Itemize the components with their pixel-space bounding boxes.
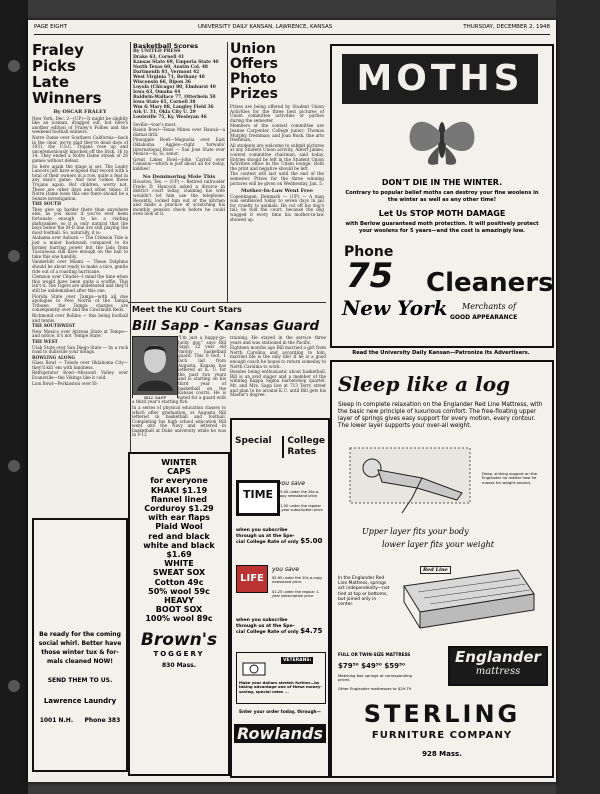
photo-caption: BILL SAPP bbox=[133, 395, 177, 401]
scores-title: Basketball Scores bbox=[133, 42, 199, 50]
time-sub-2: through us at the Spe- bbox=[236, 533, 295, 539]
rates-ad bbox=[230, 418, 330, 778]
browns-lines-line: 100% wool 89c bbox=[145, 614, 213, 624]
laundry-phone: Phone 383 bbox=[84, 717, 121, 724]
time-logo bbox=[236, 480, 280, 516]
laundry-line-2: social whirl. Better have bbox=[38, 640, 122, 647]
fraley-body-line: THE WEST bbox=[32, 338, 58, 344]
fraley-body-line: BOWLING ALONG bbox=[32, 354, 75, 360]
laundry-line-3: those winter tux & for- bbox=[41, 649, 119, 656]
scores-body-line: Iowa 63, Omaha 44 bbox=[133, 89, 181, 95]
cleaners-name-1: New York bbox=[342, 296, 448, 320]
bowls-body-line: Great Lakes Bowl—John Carroll over Canisius—which is just about all for today, kiddies! bbox=[133, 156, 225, 171]
scores-list bbox=[133, 55, 225, 120]
life-logo-text: LIFE bbox=[240, 573, 264, 584]
cleaners-tagline-2: GOOD APPEARANCE bbox=[450, 314, 518, 321]
fraley-body-line: THE SOUTH bbox=[32, 201, 62, 207]
fraley-body-line: New Mexico over Arizona State at Tempe—and notice, it's not 'Tempe State.' bbox=[32, 328, 128, 339]
rates-title-1: Special bbox=[235, 436, 272, 446]
union-body-line: Prizes are being offered by Student Union Activities for the three best pictures of Union committee activities or parties during the semester. bbox=[230, 104, 324, 123]
veterans-text: Make your dollars stretch further—by taking advantage one of these money-saving, special rates ... bbox=[239, 680, 322, 694]
patronize-line: Read the University Daily Kansan—Patronize Its Advertisers. bbox=[352, 350, 530, 356]
life-you-save: you save bbox=[272, 566, 299, 573]
fraley-body-line: Glass Bowl — Toledo over Oklahoma City—they'll kill 'em with kindness. bbox=[32, 360, 128, 370]
scores-byline: By UNITED PRESS bbox=[133, 49, 181, 54]
fraley-body-line: Florida State over Tampa—with all due apologies to Pete Norris of the Tampa Tribune, the Tampa charges are consequently over and the Cincinnati Reds. bbox=[32, 293, 128, 313]
page-header bbox=[34, 24, 550, 35]
englander-mattress: mattress bbox=[475, 666, 521, 677]
life-logo bbox=[236, 565, 268, 593]
rates-title-2: College bbox=[287, 436, 325, 446]
moth-icon bbox=[402, 108, 482, 173]
sleep-body: Sleep in complete relaxation on the Englander Red Line Mattress, with the basic new principle of luxurious comfort. The free-floating upper layer of springs gives easy support for every motion, every contour. The lower layer supports your over-all weight. bbox=[338, 402, 543, 429]
sleep-caption-1: Upper layer fits your body bbox=[362, 527, 469, 536]
time-sub-1: when you subscribe bbox=[236, 528, 288, 533]
masthead: UNIVERSITY DAILY KANSAN, LAWRENCE, KANSAS bbox=[197, 24, 333, 30]
scores-body-line: Iowa State 65, Cornell 38 bbox=[133, 99, 196, 105]
fraley-body-line: Notre Dame over Southern California—back in the clear, we're glad they're dead days of 1931, the U.S.C. Trojans rose up and unceremoniously knocked off the Irish, 16 to 14. They ended a Notre Dame streak of 26 games without defeat. bbox=[32, 134, 128, 163]
browns-ad bbox=[128, 452, 230, 776]
browns-lines-line: WHITE bbox=[164, 559, 194, 569]
life-saving-1: $5.65 under the 20c-a-copy newsstand price bbox=[272, 576, 323, 585]
browns-lines-line: BOOT SOX bbox=[155, 605, 203, 615]
order-line: Enter your order today, through— bbox=[239, 710, 321, 715]
sterling-name: STERLING bbox=[363, 700, 521, 728]
fraley-body bbox=[32, 117, 128, 387]
browns-toggery: TOGGERY bbox=[153, 649, 205, 658]
laundry-address: 1001 N.H. bbox=[39, 717, 74, 724]
bowls-text bbox=[133, 123, 225, 172]
scores-body-line: Dartmouth 81, Vermont 42 bbox=[133, 69, 200, 75]
fraley-body-line: Lion Bowl—Perkinston over El- bbox=[32, 380, 98, 386]
time-you-save: you save bbox=[278, 480, 305, 487]
sapp-headline: Bill Sapp - Kansas Guard bbox=[132, 318, 320, 334]
scores-body-line: North Texas 60, Austin Col. 48 bbox=[133, 64, 208, 70]
union-body-line: The contest will last until the end of the semester. Prizes for the three winning pictures will be given on Wednesday, Jan. 5. bbox=[230, 171, 324, 186]
life-sub-2: through us at the Spe- bbox=[236, 623, 295, 629]
fraley-body-line: Refrigerator Bowl—Missouri Valley over Evansville—the Vikings like it cold. bbox=[32, 370, 128, 381]
sleep-full-size: FULL OR TWIN-SIZE MATTRESS bbox=[338, 652, 411, 657]
sleep-ad bbox=[330, 360, 554, 778]
fraley-headline-2: Late Winners bbox=[32, 73, 102, 107]
union-body bbox=[230, 105, 324, 186]
life-price: $4.75 bbox=[300, 627, 323, 636]
laundry-line-4: mals cleaned NOW! bbox=[47, 658, 113, 665]
fraley-byline: By OSCAR FRALEY bbox=[53, 109, 107, 115]
scores-body-line: Wisconsin 66, Ripon 36 bbox=[133, 79, 191, 85]
fraley-body-line: Clemson over Citadel—I mind the time when this would have been quite a scuffle. This isn't it. The Tigers are undefeated and they'll still be unblemished after this one. bbox=[32, 274, 128, 293]
union-headline-1: Union Offers bbox=[230, 41, 278, 72]
fraley-body-line: New York, Dec. 2—(UP)—It might be slightly like an iceman, dragged out, but here's another edition of Fraley's Follies and the weekend football winners. bbox=[32, 115, 128, 135]
sleep-side-note: Deep, sinking support on the Englander no matter how he moves his weight around. bbox=[482, 471, 538, 485]
browns-lines-line: with ear flaps bbox=[148, 513, 210, 523]
browns-lines-line: CAPS bbox=[167, 467, 191, 477]
dollar-hands-icon bbox=[239, 657, 269, 681]
browns-lines-line: for everyone bbox=[150, 476, 208, 486]
time-price: $5.00 bbox=[300, 537, 323, 546]
motherinlaw-body: Copenhagen, Denmark — (UP) — A man was sentenced today to seven days in jail for cruelty to animals. He cut off his dog's tail, he told the court, because the dog wagged it every time his mother-in-law showed up. bbox=[230, 193, 324, 222]
browns-lines-line: $1.69 bbox=[166, 550, 192, 560]
laundry-line-5: SEND THEM TO US. bbox=[47, 677, 113, 684]
fraley-body-line: Richmond over Rollins — this being football and tennis. bbox=[32, 312, 128, 323]
browns-lines-line: Corduroy $1.29 bbox=[144, 504, 214, 514]
rates-title-3: Rates bbox=[287, 447, 317, 457]
fraley-body-line: Vanderbilt over Miami — These Dolphins should be about ready to make a nice, gentle ride out of a roasting hurricane. bbox=[32, 259, 128, 274]
fraley-body-line: So here again the stage is set. The Leahy Lancers just have eclipsed that record with a total of their owners in a row, quite a feat in any man's game. And now comes those Trojans again. But children, worry not. These are other days and other times. If Notre Dame loses this one there should be a Senate investigation. bbox=[32, 163, 129, 201]
scores-body-line: Kansas State 69, Emporia State 40 bbox=[133, 59, 219, 65]
browns-lines-line: Plaid Wool bbox=[155, 522, 203, 532]
browns-lines-line: 50% wool 59c bbox=[148, 586, 210, 596]
red-line-label: Red Line bbox=[420, 566, 451, 574]
scores-body-line: Louisville 75, Ky. Wesleyan 46 bbox=[133, 114, 207, 120]
sapp-body bbox=[132, 336, 226, 446]
newspaper-page bbox=[28, 20, 556, 782]
fraley-body-line: Utah State over San Diego State — by a rock road to dullsville your doings. bbox=[32, 344, 128, 355]
time-saving-2: $1.50 under the regular 1-year subscription price bbox=[278, 504, 323, 513]
sapp-paragraph: "I'm just a happy-go-lucky guy," says Bill Sapp, 22 year old Varsity basketball guard. This 6 foot, 1 inch lad from Augusta, Kansas has lettered at K. U. for the past two years and is starting on his third year of basketball on the Kansas courts. He is noted for a guard with a third year's starting five. bbox=[132, 335, 226, 405]
moths-line-4: with Berlow guaranteed moth protection. It will positively protect your woolens for 5 years—and the cost is amazingly low. bbox=[345, 221, 539, 234]
browns-address: 830 Mass. bbox=[161, 661, 197, 669]
moths-ad bbox=[330, 44, 554, 348]
browns-lines-line: HEAVY bbox=[164, 596, 194, 606]
sterling-company: FURNITURE COMPANY bbox=[371, 730, 513, 741]
basketball-scores bbox=[133, 42, 225, 217]
scores-body-line: Wm & Mary 88, Langley Field 36 bbox=[133, 104, 214, 110]
sapp-paragraph: Eighteen months ago Bill married a girl from North Carolina and according to him, married life is the only life! If he is a good enough coach he hopes to return someday to North Carolina to work. bbox=[230, 345, 326, 369]
sleep-caption-2: lower layer fits your weight bbox=[382, 540, 494, 549]
life-sub-1: when you subscribe bbox=[236, 618, 288, 623]
time-logo-text: TIME bbox=[242, 488, 274, 501]
laundry-ad bbox=[32, 518, 128, 772]
scores-body-line: Drake 63, Cornell 41 bbox=[133, 54, 185, 60]
binder-strip bbox=[0, 0, 28, 794]
browns-lines bbox=[130, 454, 228, 624]
fraley-article bbox=[32, 42, 128, 510]
sapp-paragraph: training. He stayed in the service three years and was stationed in the Pacific. bbox=[230, 335, 326, 345]
moths-title: MOTHS bbox=[342, 54, 538, 104]
issue-date: THURSDAY, DECEMBER 2, 1948 bbox=[463, 24, 550, 30]
scores-body-line: Baldwin-Wallace 77, Otterbein 58 bbox=[133, 94, 216, 100]
domino-headline: No Dominoring Mole This bbox=[142, 173, 216, 180]
browns-lines-line: WINTER bbox=[161, 458, 197, 467]
fraley-body-line: Alabama over Auburn — The Crimson Tide is just a minor backwash compared to its former hurring power but the lads from Tuscaloosa still have enough on the ball to take this one handily. bbox=[32, 235, 128, 259]
fraley-headline-1: Fraley Picks bbox=[32, 41, 84, 75]
englander-logo bbox=[448, 646, 548, 686]
browns-lines-line: KHAKI $1.19 bbox=[150, 485, 208, 495]
sleep-prices: $79⁵⁰ $49⁵⁰ $59⁵⁰ bbox=[338, 662, 406, 670]
browns-lines-line: SWEAT SOX bbox=[152, 568, 206, 578]
sleep-headline: Sleep like a log bbox=[338, 372, 511, 396]
sleep-other: Other Englander mattresses to $29.79 bbox=[338, 686, 412, 691]
page-number: PAGE EIGHT bbox=[34, 24, 67, 30]
sapp-paragraph: Besides being enthusiastic about basketball, Bill is an avid singer and a member of the winning Kappa Sigma barbershop quartet. Mr. and Mrs. Sapp live at 713 Terry street and plan to be around K.U. until Bill gets his Master's degree. bbox=[230, 369, 326, 398]
moths-line-2: Contrary to popular belief moths can destroy your fine woolens in the winter as well as any other time! bbox=[345, 190, 539, 203]
scores-body-line: Ark U. 31, Okla City U. 29 bbox=[133, 109, 196, 115]
union-headline-2: Photo Prizes bbox=[230, 71, 278, 102]
sapp-paragraph: In a series of physical education classes to which after graduation, at Augusta Bill lettered in basketball and football. Completing his high school education Bill went into the Navy and lettered in basketball at Duke university while he was in V-12 bbox=[132, 404, 226, 438]
scores-body-line: West Virginia 71, Bethany 48 bbox=[133, 74, 205, 80]
cleaners-tagline-1: Merchants of bbox=[462, 302, 516, 311]
time-saving-1: $5.00 under the 26c-a-copy newsstand price bbox=[278, 490, 320, 499]
bowls-body-line: Raisin Bowl—Texas Mines over Hawaii—a dismal drill. bbox=[133, 127, 225, 137]
page-edge bbox=[556, 0, 600, 794]
scores-body-line: Loyola (Chicago) 80, Elmhurst 40 bbox=[133, 84, 216, 90]
meet-bar: Meet the KU Court Stars bbox=[132, 305, 242, 314]
browns-lines-line: Cotton 49c bbox=[154, 577, 204, 587]
bowls-body-line: Seville—tour's most. bbox=[133, 121, 177, 127]
cleaners-number: 75 bbox=[346, 256, 394, 296]
fraley-body-line: THE SOUTHWEST bbox=[32, 323, 76, 329]
cleaners-name-2: Cleaners bbox=[426, 268, 554, 298]
laundry-line-1: Be ready for the coming bbox=[39, 631, 121, 638]
englander-brand: Englander bbox=[455, 648, 541, 666]
moths-line-3: Let Us STOP MOTH DAMAGE bbox=[378, 209, 506, 218]
veterans-label: VETERANS: bbox=[283, 658, 312, 663]
sleep-matching: Matching box springs at corresponding prices bbox=[338, 673, 412, 683]
life-saving-2: $1.25 under the regular 1-year subscription price bbox=[272, 590, 320, 599]
laundry-name: Lawrence Laundry bbox=[43, 697, 117, 705]
cleaners-phone: Phone bbox=[344, 244, 394, 260]
union-body-line: All students are welcome to submit pictures at any Student Union activity, Albert James, contest committee chairman, said today. Entries should be left in the Student Union Activities office in the Union lounge. Both the print and negative should be left. bbox=[230, 142, 324, 171]
union-body-line: Members of the contest committee are Jeanne Carpenter, College junior; Thomas Murphy, freshman; and Joan Bush, fine arts freshman. bbox=[230, 123, 324, 143]
rowlands-logo: Rowlands bbox=[234, 724, 326, 743]
sterling-address: 928 Mass. bbox=[422, 750, 462, 758]
domino-body: Houston, Tex. — (UP) — Retired railroader Fredo D. Hancock asked a divorce in district court today, claiming his wife wouldn't let him use the telephone. Recently, locked him out of the kitchen and made a practice of scratching his monthly pension check before he could even look at it. bbox=[133, 179, 225, 217]
bowls-body-line: Pineapple Bowl—Magnolia over East Oklahoma Aggies—right 'torwalls' International Bowl — San Jose State over Mexico—Si, Si, senor. bbox=[133, 137, 225, 157]
union-article bbox=[230, 42, 324, 300]
fraley-body-line: They give up harder there than anywhere else, as you know if you've ever been fortunate enough to be a visiting darkyankee, so it is only natural that the boys below the M-D line are still playing the most football. So, naturally, it is: bbox=[32, 206, 128, 235]
moths-line-1: DON'T DIE IN THE WINTER. bbox=[381, 178, 503, 187]
browns-name: Brown's bbox=[140, 629, 218, 650]
motherinlaw-headline: Mother-In-Law Went Free bbox=[240, 188, 314, 195]
sleep-springs-text: In the Englander Red Line Mattress, springs act independently—not tied at top or bottoms, but joined only in center. bbox=[338, 576, 390, 608]
mattress-illustration bbox=[398, 556, 538, 636]
browns-lines-line: white and black bbox=[143, 540, 215, 550]
browns-lines-line: red and black bbox=[148, 531, 210, 541]
time-sub-3: cial College Rate of only bbox=[236, 540, 299, 546]
life-sub-3: cial College Rate of only bbox=[236, 630, 299, 636]
browns-lines-line: flannel lined bbox=[150, 494, 207, 504]
